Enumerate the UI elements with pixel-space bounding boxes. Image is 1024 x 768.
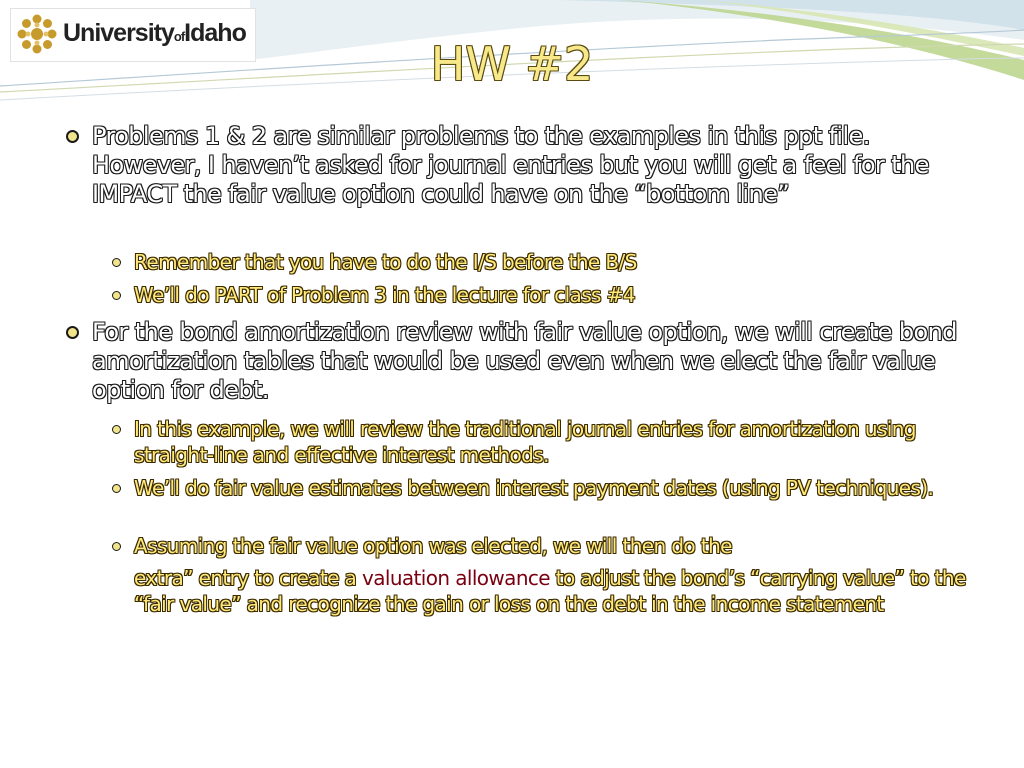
bullet-circle-icon [66,326,79,339]
sub-bullet-item [134,475,984,501]
sub-bullet-text-rest [134,565,984,617]
sub-bullet-text: We’ll do fair value estimates between interest payment dates (using PV techniques). [134,476,934,500]
logo-word-of: of [173,29,185,44]
sub-bullet-dot-icon [112,425,121,434]
logo-word-idaho: Idaho [184,19,246,47]
sub-bullet-dot-icon [112,484,121,493]
bullet-text: For the bond amortization review with fair value option, we will create bond amortization tables that would be used even when we elect the fair value option for debt. [92,318,957,404]
slide-title: HW #2 [430,37,594,91]
sub-bullet-dot-icon [112,258,121,267]
bullet-text: Problems 1 & 2 are similar problems to the examples in this ppt file. However, I haven’t asked for journal entries but you will get a feel for the IMPACT the fair value option could have on the “bottom line” [92,122,929,208]
sub-bullet-text: Remember that you have to do the I/S before the B/S [134,250,637,274]
sub-bullet-text-after: to adjust the bond’s “carrying value” to the “fair value” and recognize the gain or loss on the debt in the income statement [134,566,966,616]
sub-bullet-text: In this example, we will review the traditional journal entries for amortization using straight-line and effective interest methods. [134,417,916,467]
valuation-allowance-highlight: valuation allowance [361,566,551,590]
sub-bullet-item [134,249,984,275]
sub-bullet-dot-icon [112,291,121,300]
logo-word-university: University [63,19,174,47]
sub-bullet-text-before: extra” entry to create a [134,566,362,590]
sub-bullet-item [134,533,984,617]
sub-bullet-text-line1: Assuming the fair value option was elected, we will then do the [134,534,732,558]
sub-bullet-dot-icon [112,542,121,551]
bullet-circle-icon [66,130,79,143]
bullet-item [92,122,972,209]
sub-bullet-item [134,282,984,308]
sub-bullet-text: We’ll do PART of Problem 3 in the lecture for class #4 [134,283,635,307]
bullet-item [92,318,972,405]
sub-bullet-item [134,416,984,468]
